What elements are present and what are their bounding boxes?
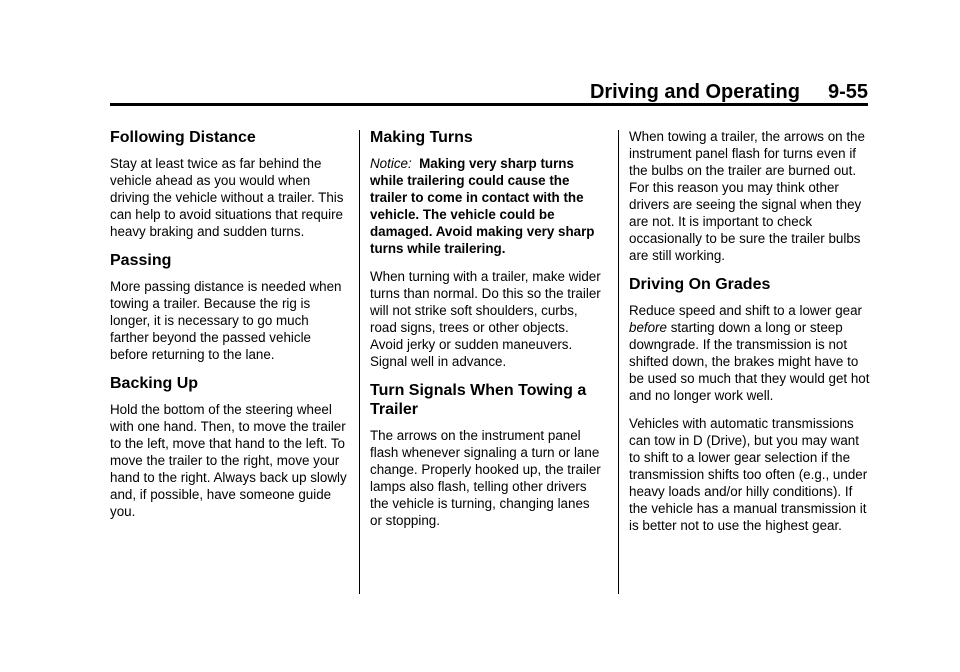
column-divider bbox=[618, 130, 619, 594]
paragraph-driving-on-grades bbox=[629, 302, 871, 404]
heading-making-turns: Making Turns bbox=[370, 129, 473, 146]
heading-backing-up: Backing Up bbox=[110, 375, 199, 392]
heading-turn-signals: Turn Signals When Towing a Trailer bbox=[370, 382, 587, 418]
paragraph-making-turns: When turning with a trailer, make wider turns than normal. Do this so the trailer will not strike soft shoulders, curbs, road signs, trees or other objects. Avoid jerky or sudden maneuvers. Signal well in advance. bbox=[370, 269, 601, 369]
column-3 bbox=[629, 128, 871, 545]
heading-passing: Passing bbox=[110, 252, 172, 269]
notice-text: Making very sharp turns while trailering could cause the trailer to come in contact with the vehicle. The vehicle could be damaged. Avoid making very sharp turns while trailering. bbox=[370, 156, 595, 256]
notice-block bbox=[370, 155, 602, 257]
notice-label: Notice: bbox=[370, 156, 412, 171]
page-header bbox=[110, 80, 868, 104]
paragraph-turn-signals-continued: When towing a trailer, the arrows on the instrument panel flash for turns even if the bulbs on the trailer are burned out. For this reason you may think other drivers are seeing the signal when they are not. It is important to check occasionally to be sure the trailer bulbs are still working. bbox=[629, 129, 865, 263]
grades-text-end: starting down a long or steep downgrade. If the transmission is not shifted down, the brakes might have to be used so much that they would get hot and no longer work well. bbox=[629, 320, 870, 403]
paragraph-following-distance: Stay at least twice as far behind the vehicle ahead as you would when driving the vehicle without a trailer. This can help to avoid situations that require heavy braking and sudden turns. bbox=[110, 156, 344, 239]
grades-text-start: Reduce speed and shift to a lower gear bbox=[629, 303, 862, 318]
paragraph-automatic-transmission: Vehicles with automatic transmissions can tow in D (Drive), but you may want to shift to a lower gear selection if the transmission shifts too often (e.g., under heavy loads and/or hilly conditions). If the vehicle has a manual transmission it is better not to use the highest gear. bbox=[629, 416, 868, 533]
paragraph-passing: More passing distance is needed when towing a trailer. Because the rig is longer, it is necessary to go much farther beyond the passed vehicle before returning to the lane. bbox=[110, 279, 342, 362]
section-title: Driving and Operating bbox=[589, 81, 800, 103]
page-number: 9-55 bbox=[827, 81, 868, 103]
grades-text-emphasis: before bbox=[629, 320, 667, 335]
paragraph-backing-up: Hold the bottom of the steering wheel with one hand. Then, to move the trailer to the left, move that hand to the left. To move the trailer to the right, move your hand to the right. Always back up slowly and, if possible, have someone guide you. bbox=[110, 402, 347, 519]
column-2 bbox=[370, 128, 602, 540]
header-rule bbox=[110, 103, 868, 106]
column-divider bbox=[359, 130, 360, 594]
column-1 bbox=[110, 128, 348, 531]
heading-following-distance: Following Distance bbox=[110, 129, 256, 146]
heading-driving-on-grades: Driving On Grades bbox=[629, 276, 771, 293]
paragraph-turn-signals: The arrows on the instrument panel flash whenever signaling a turn or lane change. Properly hooked up, the trailer lamps also flash, telling other drivers the vehicle is turning, changing lanes or stopping. bbox=[370, 428, 601, 528]
